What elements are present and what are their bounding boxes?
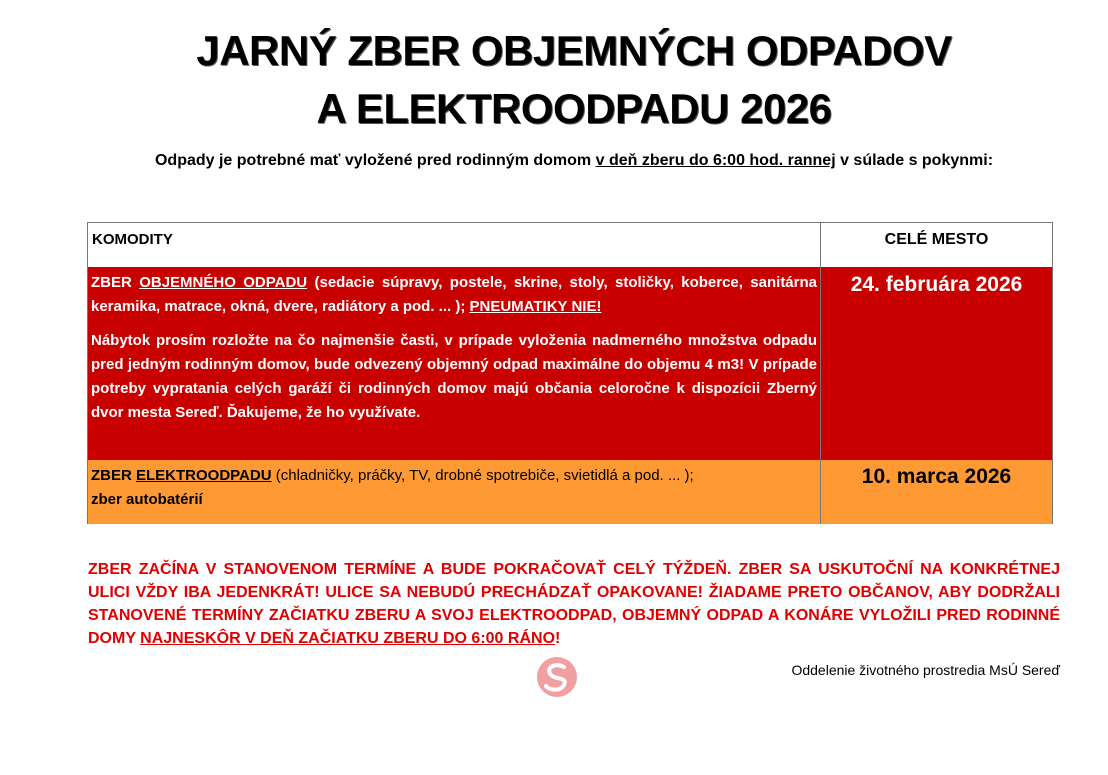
subtitle: [0, 152, 1108, 170]
bulky-items-list: (sedacie súpravy, postele, skrine, stoly, stoličky, koberce, sanitárna keramika, matrace, okná, dvere, radiátory a pod. ... );: [91, 274, 817, 315]
department-signature: Oddelenie životného prostredia MsÚ Sereď: [791, 662, 1060, 678]
bulky-waste-note: Nábytok prosím rozložte na čo najmenšie časti, v prípade vyloženia nadmerného množstva odpadu pred jedným rodinným domov, bude odvezený objemný odpad maximálne do objemu 4 m3! V prípade potreby vypratania celých garáží či rodinných domov majú občania celoročne k dispozícii Zberný dvor mesta Sereď. Ďakujeme, že ho využívate.: [91, 332, 817, 421]
bulky-waste-date: 24. februára 2026: [850, 273, 1023, 296]
electro-items-list: (chladničky, práčky, TV, drobné spotrebiče, svietidlá a pod. ... );: [271, 467, 694, 484]
subtitle-deadline: v deň zberu do 6:00 hod. rannej: [595, 152, 836, 169]
header-cell-commodities: [88, 223, 821, 267]
schedule-table: [87, 222, 1053, 524]
subtitle-text: Odpady je potrebné mať vyložené pred rodinným domom: [154, 152, 596, 169]
city-logo-icon: [535, 655, 579, 699]
title-line-1: JARNÝ ZBER OBJEMNÝCH ODPADOV: [196, 27, 952, 74]
header-cell-city: [821, 223, 1052, 267]
bulky-waste-items: [91, 271, 817, 319]
collection-notice: [88, 558, 1060, 650]
bulky-label: OBJEMNÉHO ODPADU: [139, 274, 308, 291]
table-row-electro-waste: [88, 460, 1052, 524]
notice-deadline: NAJNESKÔR V DEŇ ZAČIATKU ZBERU DO 6:00 RÁNO: [140, 630, 556, 647]
batteries-label: zber autobatérií: [91, 491, 203, 508]
subtitle-end: v súlade s pokynmi:: [835, 152, 994, 169]
title-line-2: A ELEKTROODPADU 2026: [316, 85, 832, 132]
header-city-label: CELÉ MESTO: [884, 231, 989, 248]
bulky-prefix: ZBER: [91, 274, 140, 291]
electro-prefix: ZBER: [91, 467, 136, 484]
electro-waste-description: [88, 460, 821, 524]
bulky-waste-date-cell: [821, 267, 1052, 460]
table-row-bulky-waste: [88, 267, 1052, 460]
bulky-waste-description: [88, 267, 821, 460]
electro-label: ELEKTROODPADU: [136, 467, 272, 484]
table-header-row: [88, 223, 1052, 268]
notice-end: !: [555, 630, 561, 647]
header-commodities-label: KOMODITY: [92, 231, 173, 248]
tires-warning: PNEUMATIKY NIE!: [469, 298, 602, 315]
notice-text: ZBER ZAČÍNA V STANOVENOM TERMÍNE A BUDE POKRAČOVAŤ CELÝ TÝŽDEŇ. ZBER SA USKUTOČNÍ NA KONKRÉTNEJ ULICI VŽDY IBA JEDENKRÁT! ULICE SA NEBUDÚ PRECHÁDZAŤ OPAKOVANE! ŽIADAME PRETO OBČANOV, ABY DODRŽALI STANOVENÉ TERMÍNY ZAČIATKU ZBERU A SVOJ ELEKTROODPAD, OBJEMNÝ ODPAD A KONÁRE VYLOŽILI PRED RODINNÉ DOMY: [88, 561, 1060, 647]
electro-waste-date-cell: [821, 460, 1052, 524]
electro-waste-date: 10. marca 2026: [861, 465, 1012, 488]
page-title: [0, 22, 1108, 138]
